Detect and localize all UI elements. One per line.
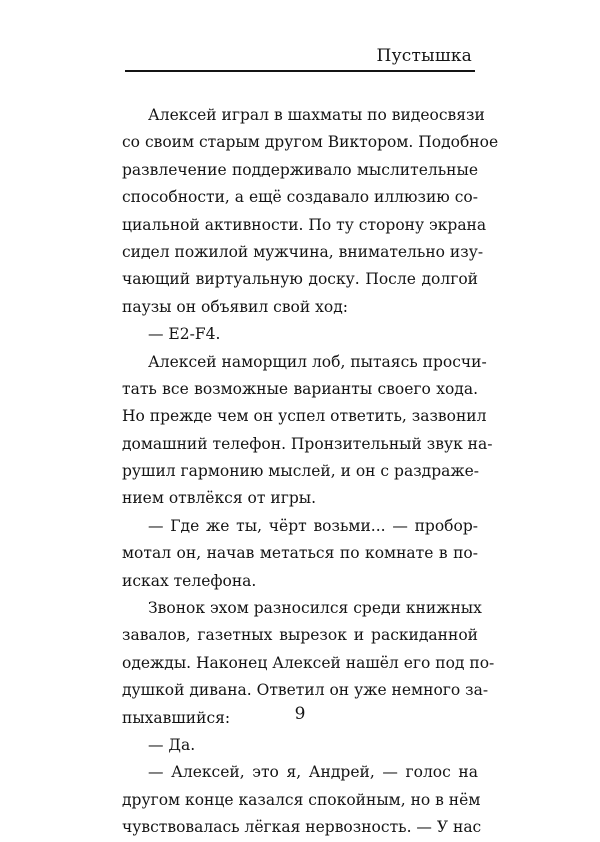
text-line: Алексей наморщил лоб, пытаясь просчи- — [148, 352, 487, 371]
header-rule — [125, 70, 475, 72]
text-line: завалов, газетных вырезок и раскиданной — [122, 626, 478, 645]
text-line: нием отвлёкся от игры. — [122, 489, 317, 508]
text-line: — Да. — [148, 735, 196, 754]
text-line: — E2-F4. — [148, 325, 221, 344]
text-line: развлечение поддерживало мыслительные — [122, 160, 478, 179]
text-line: исках телефона. — [122, 571, 257, 590]
text-line: Звонок эхом разносился среди книжных — [148, 599, 482, 618]
text-line: чувствовалась лёгкая нервозность. — У нас — [122, 818, 482, 837]
text-line: тать все возможные варианты своего хода. — [122, 379, 478, 398]
page-number: 9 — [294, 704, 306, 724]
text-line: сидел пожилой мужчина, внимательно изу- — [122, 242, 484, 261]
text-line: способности, а ещё создавало иллюзию со- — [122, 188, 478, 207]
text-line: чающий виртуальную доску. После долгой — [122, 270, 478, 289]
text-line: Но прежде чем он успел ответить, зазвонил — [122, 407, 487, 426]
text-line: паузы он объявил свой ход: — [122, 297, 348, 316]
text-line: рушил гармонию мыслей, и он с раздраже- — [122, 462, 480, 481]
text-line: мотал он, начав метаться по комнате в по- — [122, 544, 478, 563]
text-line: — Где же ты, чёрт возьми... — пробор- — [148, 516, 478, 535]
text-line: домашний телефон. Пронзительный звук на- — [122, 434, 493, 453]
text-line: циальной активности. По ту сторону экрана — [122, 215, 487, 234]
text-line: Алексей играл в шахматы по видеосвязи — [148, 106, 485, 124]
text-line: одежды. Наконец Алексей нашёл его под по- — [122, 653, 495, 672]
running-header: Пустышка — [376, 46, 472, 66]
text-line: пыхавшийся: — [122, 708, 231, 727]
body-text — [122, 102, 499, 842]
text-line: другом конце казался спокойным, но в нём — [122, 790, 481, 809]
text-line: — Алексей, это я, Андрей, — голос на — [148, 763, 478, 782]
text-line: со своим старым другом Виктором. Подобное — [122, 133, 499, 152]
text-line: душкой дивана. Ответил он уже немного за- — [122, 681, 489, 700]
